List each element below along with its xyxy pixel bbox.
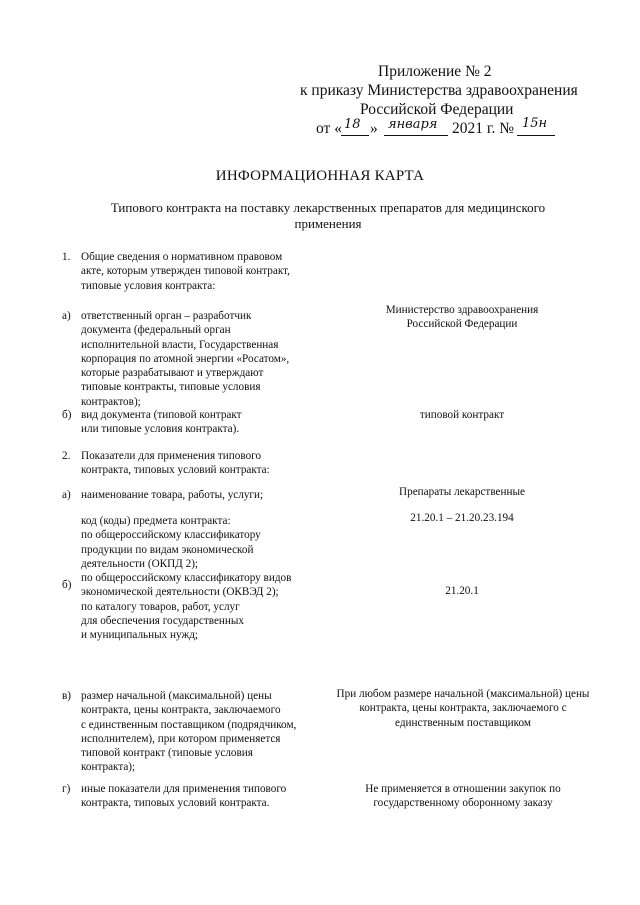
text-line: контракта, типовых условий контракта. (81, 797, 270, 810)
text-line: которые разрабатывают и утверждают (81, 367, 264, 380)
text-line: продукции по видам экономической (81, 543, 254, 556)
date-mid: » (370, 120, 378, 137)
text-line: документа (федеральный орган (81, 324, 231, 337)
item-1a-label (81, 309, 289, 409)
day-underline (341, 135, 369, 136)
text-line: исполнительной власти, Государственная (81, 338, 279, 351)
value-line: государственному оборонному заказу (373, 797, 553, 810)
item-1b-value: типовой контракт (419, 409, 505, 421)
okpd-code-value: 21.20.1 – 21.20.23.194 (410, 512, 514, 524)
handwritten-month: января (388, 117, 438, 132)
okved-code-value: 21.20.1 (445, 585, 479, 597)
item-1b-marker: б) (62, 409, 72, 421)
handwritten-number: 15н (522, 116, 548, 131)
text-line: и муниципальных нужд; (81, 629, 198, 642)
text-line: размер начальной (максимальной) цены (81, 690, 272, 702)
text-line: код (коды) предмета контракта: (81, 515, 231, 527)
text-line: по общероссийскому классификатору (81, 529, 261, 542)
item-2g-marker: г) (62, 783, 71, 795)
text-line: для обеспечения государственных (81, 615, 245, 628)
year-and-number-label: 2021 г. № (452, 120, 515, 137)
federation-name: Российской Федерации (360, 101, 514, 118)
text-line: с единственным поставщиком (подрядчиком, (81, 718, 297, 731)
text-line: по каталогу товаров, работ, услуг (81, 600, 240, 613)
value-line: Министерство здравоохранения (385, 304, 539, 316)
item-1a-value (340, 303, 584, 332)
text-line: деятельности (ОКПД 2); (81, 557, 199, 570)
text-line: контракта, цены контракта, заключаемого (81, 704, 281, 717)
text-line: типовые контракты, типовые условия (81, 381, 261, 394)
section-1-number: 1. (62, 251, 71, 263)
item-2g-value (330, 782, 596, 811)
handwritten-day: 18 (344, 117, 361, 132)
date-prefix: от « (316, 120, 342, 137)
value-line: контракта, цены контракта, заключаемого с (359, 702, 567, 715)
text-line: акте, которым утвержден типовой контракт, (81, 265, 290, 278)
text-line: экономической деятельности (ОКВЭД 2); (81, 586, 279, 599)
text-line: по общероссийскому классификатору видов (81, 572, 292, 585)
subtitle-line-2: применения (294, 216, 362, 231)
item-2a-label: наименование товара, работы, услуги; (81, 489, 264, 501)
item-2b-marker: б) (62, 579, 72, 591)
text-line: или типовые условия контракта). (81, 423, 240, 436)
appendix-number: Приложение № 2 (378, 63, 492, 80)
text-line: исполнителем), при котором применяется (81, 732, 281, 745)
value-line: При любом размере начальной (максимальной) цены (336, 688, 590, 700)
item-2a-value: Препараты лекарственные (399, 486, 525, 498)
text-line: типовые условия контракта: (81, 279, 216, 292)
item-2v-label (81, 689, 296, 775)
text-line: контрактов); (81, 395, 141, 408)
text-line: типовой контракт (типовые условия (81, 747, 253, 760)
section-2-number: 2. (62, 450, 71, 462)
text-line: контракта, типовых условий контракта: (81, 464, 270, 477)
section-2-heading (81, 449, 270, 478)
text-line: вид документа (типовой контракт (81, 409, 242, 421)
item-2v-value (318, 687, 608, 730)
subtitle-line-1: Типового контракта на поставку лекарственных препаратов для медицинского (110, 200, 546, 215)
item-2v-marker: в) (62, 690, 72, 702)
text-line: Общие сведения о нормативном правовом (81, 251, 283, 263)
page-title: ИНФОРМАЦИОННАЯ КАРТА (215, 168, 425, 184)
item-2a-marker: а) (62, 489, 71, 501)
text-line: корпорация по атомной энергии «Росатом», (81, 352, 290, 365)
item-2b-label (81, 514, 291, 643)
month-underline (384, 135, 448, 136)
text-line: контракта); (81, 761, 136, 774)
item-1b-label (81, 408, 242, 437)
value-line: Не применяется в отношении закупок по (365, 783, 561, 795)
section-1-heading (81, 250, 290, 293)
number-underline (517, 135, 555, 136)
text-line: Показатели для применения типового (81, 450, 262, 462)
order-reference: к приказу Министерства здравоохранения (300, 82, 578, 99)
item-1a-marker: а) (62, 310, 71, 322)
text-line: иные показатели для применения типового (81, 783, 287, 795)
value-line: единственным поставщиком (395, 716, 531, 729)
text-line: ответственный орган – разработчик (81, 310, 252, 322)
value-line: Российской Федерации (406, 318, 518, 331)
item-2g-label (81, 782, 286, 811)
